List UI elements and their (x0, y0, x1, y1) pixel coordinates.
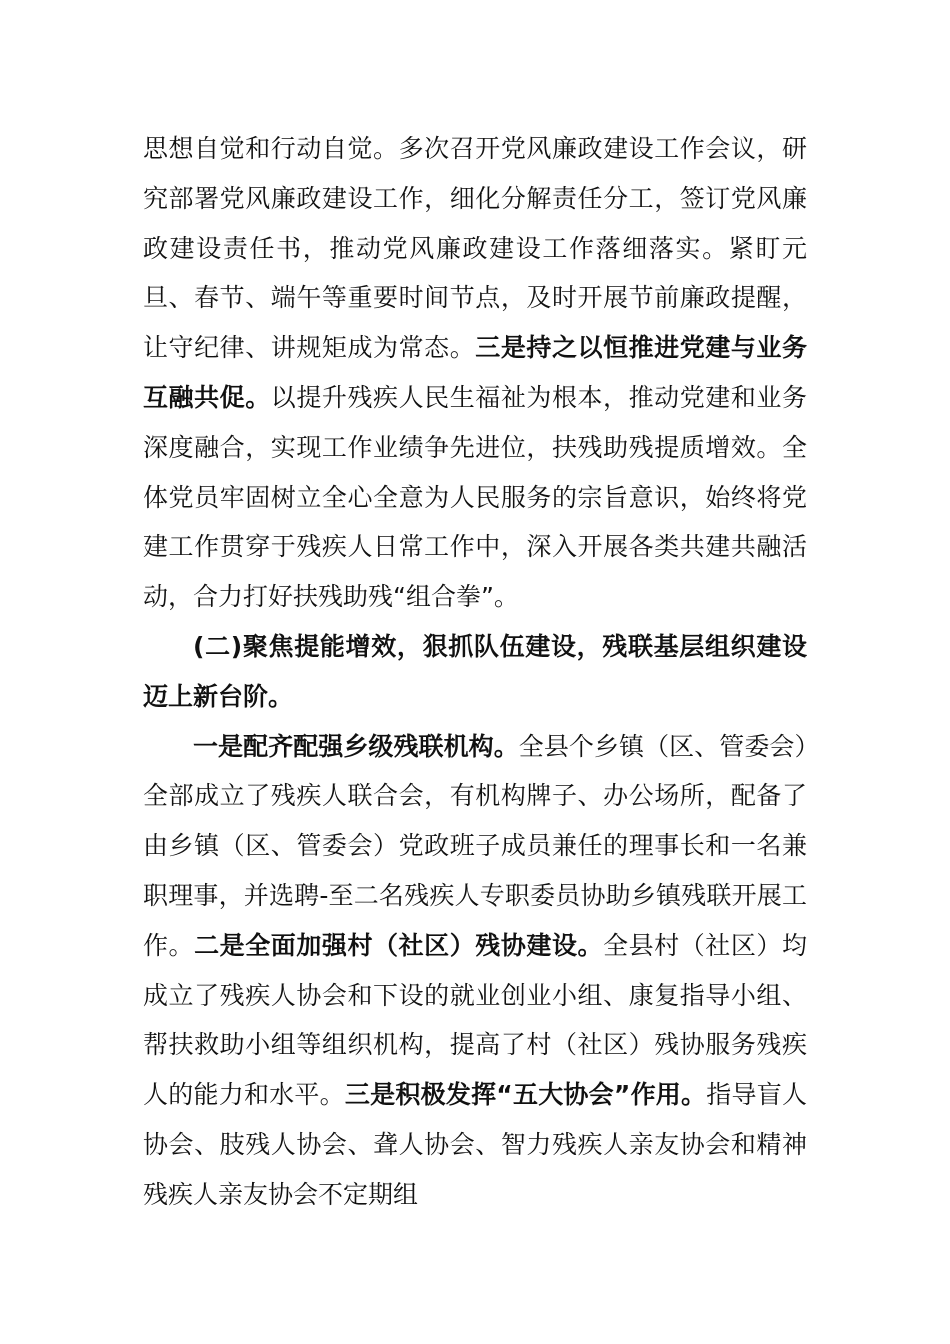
section-heading (143, 622, 807, 722)
text-run: 全县个乡镇（区、管委会）全部成立了残疾人联合会，有机构牌子、办公场所，配备了由乡镇（区、管委会）党政班子成员兼任的理事长和一名兼职理事，并选聘-至二名残疾人专职委员协助乡镇残联开展工作。 (143, 731, 807, 960)
text-run: 全县村（社区）均成立了残疾人协会和下设的就业创业小组、康复指导小组、帮扶救助小组等组织机构，提高了村（社区）残协服务残疾人的能力和水平。 (143, 930, 807, 1110)
bold-heading-run: 二是全面加强村（社区）残协建设。 (194, 930, 604, 960)
bold-heading-run: 一是配齐配强乡级残联机构。 (193, 731, 519, 761)
text-run: 指导盲人协会、肢残人协会、聋人协会、智力残疾人亲友协会和精神残疾人亲友协会不定期组 (143, 1080, 807, 1209)
section-heading-text: (二)聚焦提能增效，狠抓队伍建设，残联基层组织建设迈上新台阶。 (143, 631, 807, 711)
paragraph-organization (143, 722, 807, 1220)
text-run: 思想自觉和行动自觉。多次召开党风廉政建设工作会议，研究部署党风廉政建设工作，细化分解责任分工，签订党风廉政建设责任书，推动党风廉政建设工作落细落实。紧盯元旦、春节、端午等重要时间节点，及时开展节前廉政提醒，让守纪律、讲规矩成为常态。 (143, 134, 807, 363)
bold-heading-run: 三是积极发挥“五大协会”作用。 (344, 1080, 707, 1110)
text-run: 以提升残疾人民生福祉为根本，推动党建和业务深度融合，实现工作业绩争先进位，扶残助残提质增效。全体党员牢固树立全心全意为人民服务的宗旨意识，始终将党建工作贯穿于残疾人日常工作中，深入开展各类共建共融活动，合力打好扶残助残“组合拳”。 (143, 382, 807, 612)
document-page (143, 124, 807, 1220)
paragraph-party-building (143, 124, 807, 622)
bold-heading-run: 三是持之以恒推进党建与业务互融共促。 (143, 333, 807, 412)
